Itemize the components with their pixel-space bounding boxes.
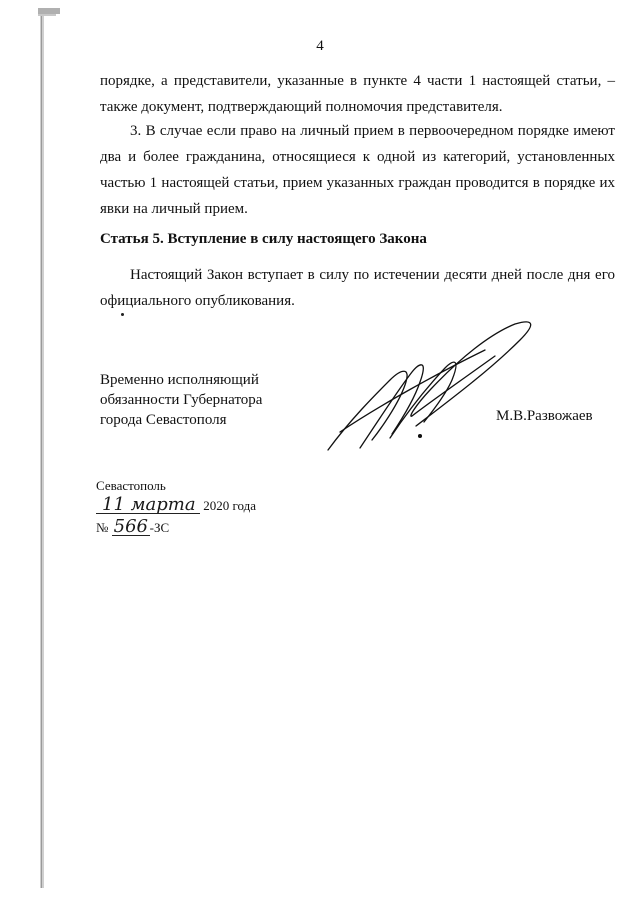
number-sign: №	[96, 520, 109, 535]
article-heading: Статья 5. Вступление в силу настоящего Закона	[100, 231, 427, 247]
handwritten-signature	[320, 310, 560, 460]
date-year: 2020 года	[203, 498, 257, 513]
scan-edge-artifact	[0, 0, 60, 905]
law-number	[96, 516, 170, 537]
signatory-title	[100, 370, 262, 430]
page-number: 4	[316, 38, 324, 54]
signing-city: Севастополь	[96, 478, 166, 493]
paragraph-article-5: Настоящий Закон вступает в силу по истечении десяти дней после дня его официального опубликования.	[100, 267, 615, 309]
paragraph-clause-3: 3. В случае если право на личный прием в первоочередном порядке имеют два и более гражданина, относящиеся к одной из категорий, установленных частью 1 настоящей статьи, прием указанных граждан проводится в порядке их явки на личный прием.	[100, 123, 615, 217]
handwritten-number: 566	[113, 516, 149, 537]
signatory-title-line: города Севастополя	[100, 412, 227, 428]
signatory-title-line: обязанности Губернатора	[100, 392, 263, 408]
speck-mark	[121, 313, 124, 316]
signing-date	[96, 494, 257, 515]
signatory-title-line: Временно исполняющий	[100, 372, 259, 388]
handwritten-date: 11 марта	[96, 497, 200, 514]
number-suffix: -ЗС	[149, 520, 170, 535]
paragraph-continuation: порядке, а представители, указанные в пункте 4 части 1 настоящей статьи, – также документ, подтверждающий полномочия представителя.	[100, 73, 615, 115]
signatory-name: М.В.Развожаев	[496, 408, 593, 424]
